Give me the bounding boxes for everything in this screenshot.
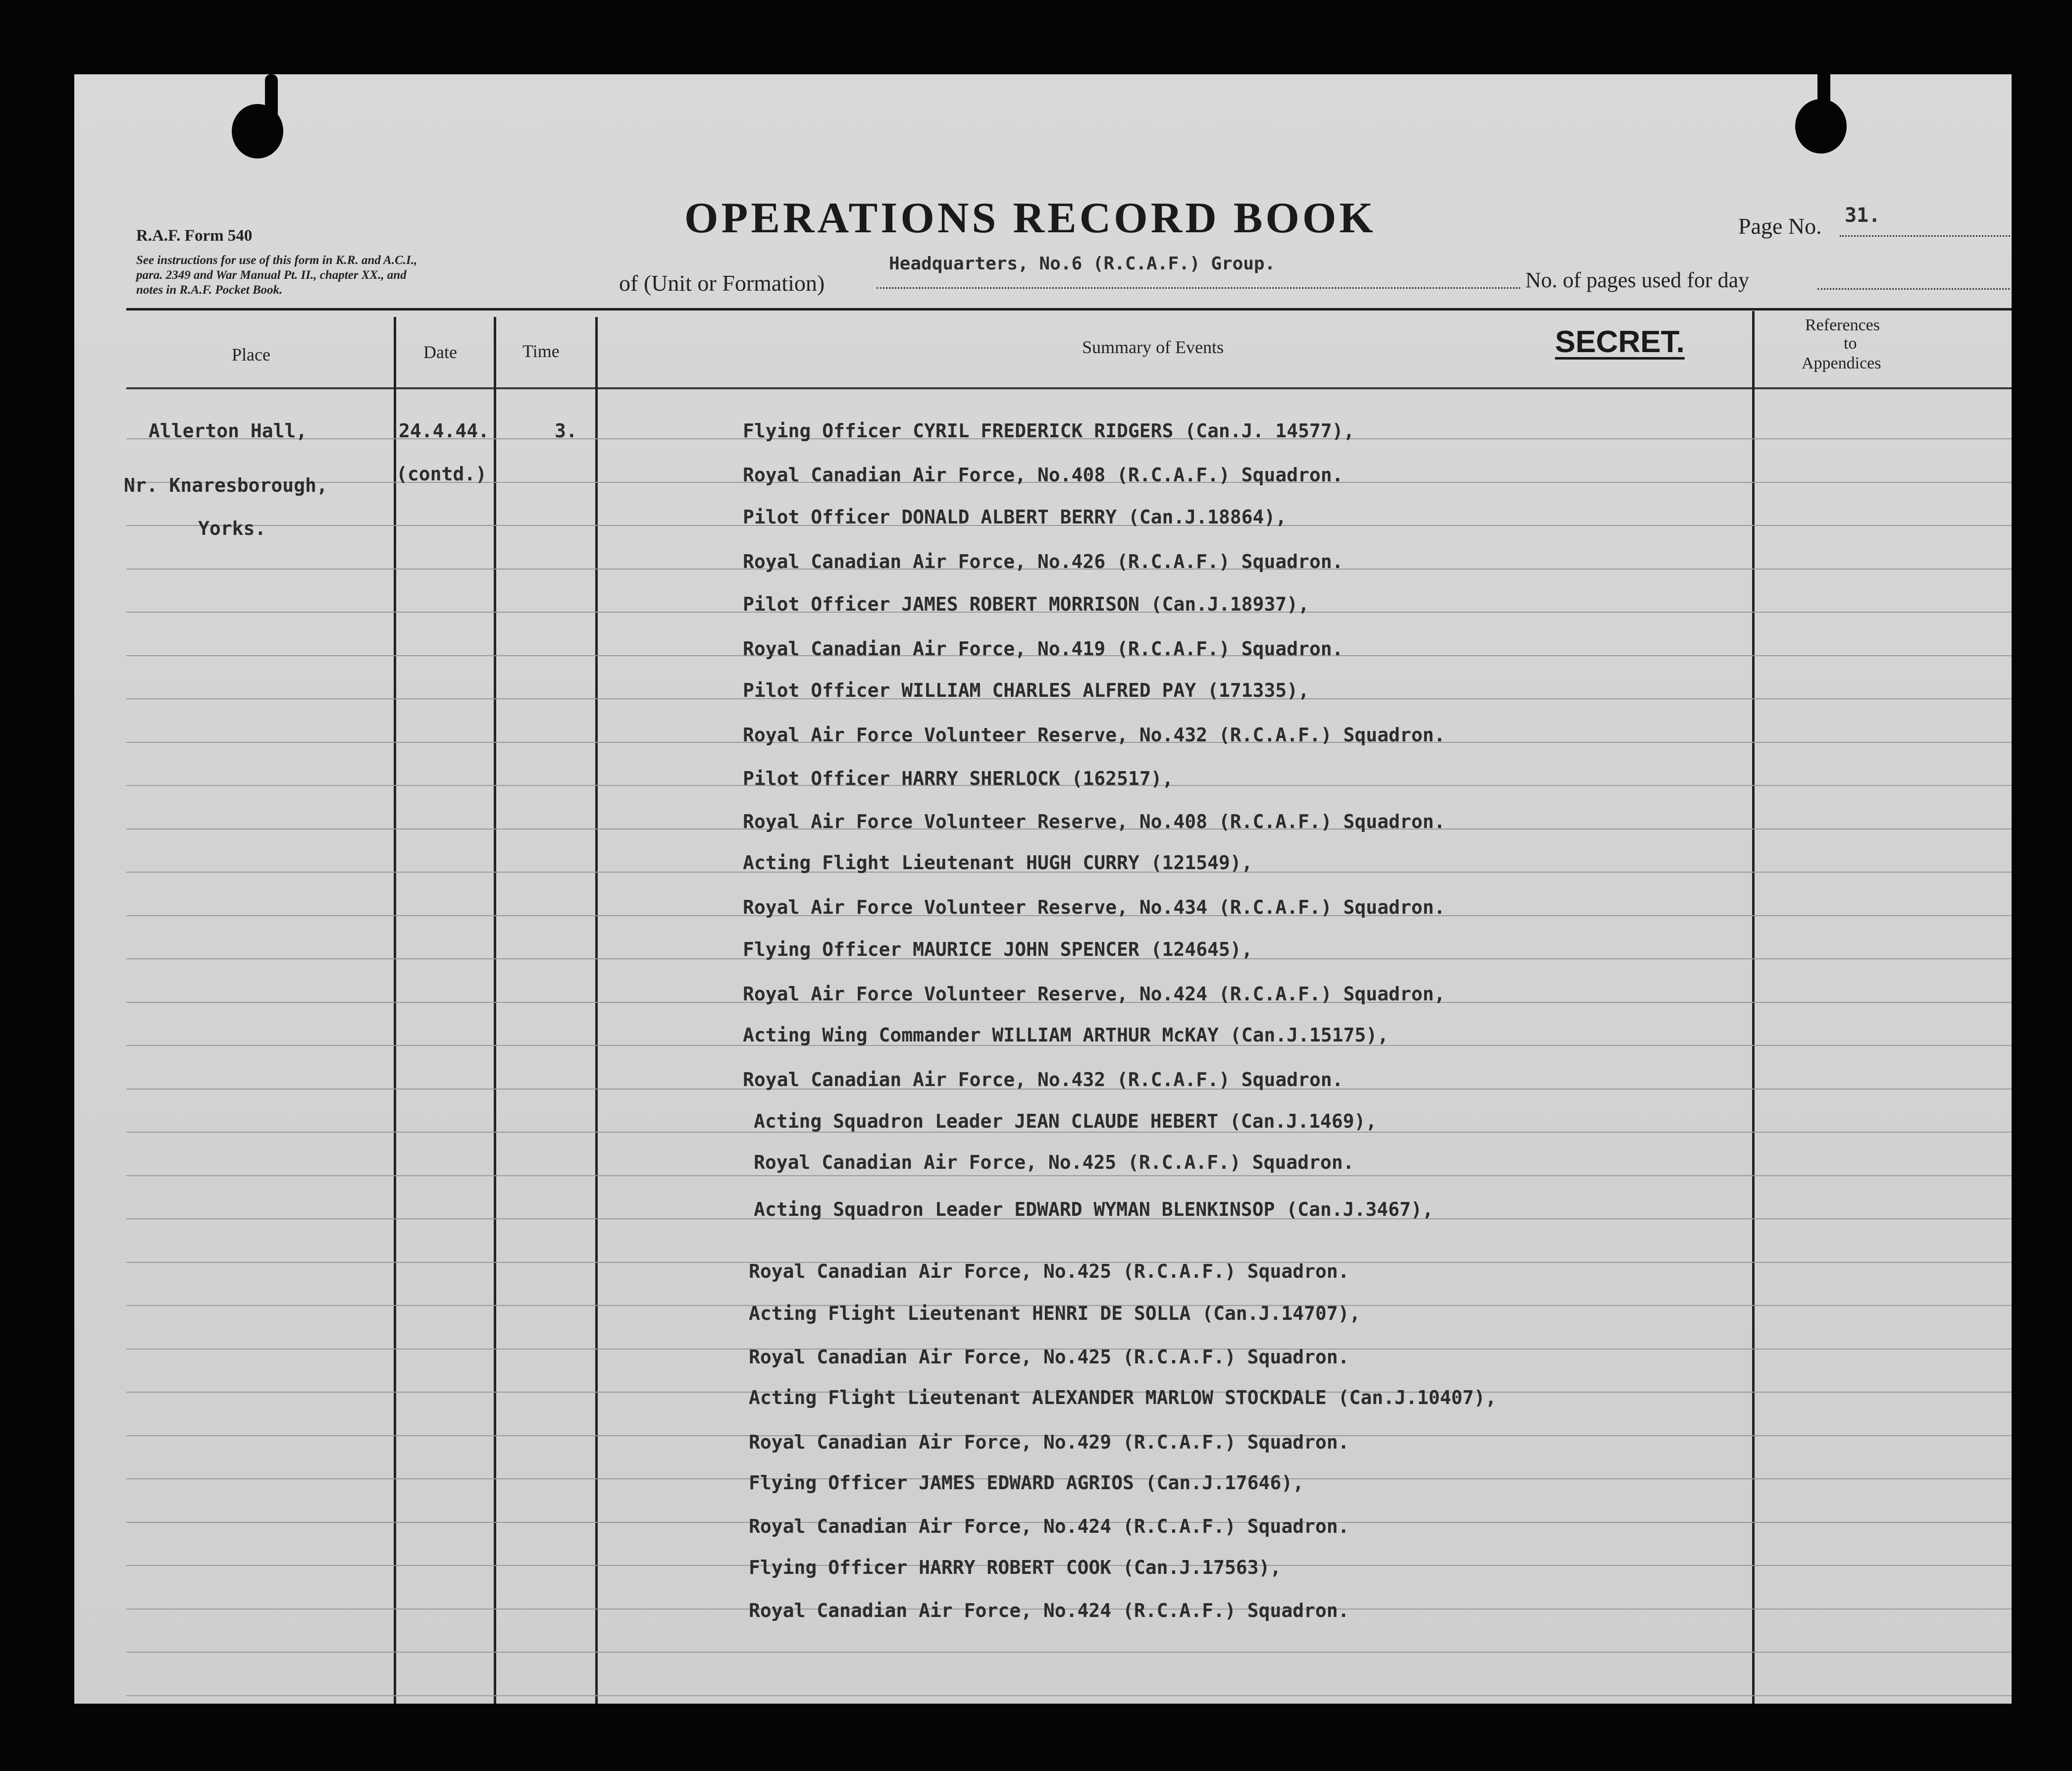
column-header-time: Time [522, 341, 560, 361]
event-entry: Royal Air Force Volunteer Reserve, No.434 (R.C.A.F.) Squadron. [743, 896, 1446, 918]
event-entry: Royal Canadian Air Force, No.425 (R.C.A.F.) Squadron. [749, 1260, 1349, 1282]
pages-used-label: No. of pages used for day [1525, 268, 1750, 292]
secret-stamp: SECRET. [1555, 325, 1685, 359]
column-header-place: Place [232, 345, 270, 365]
unit-value: Headquarters, No.6 (R.C.A.F.) Group. [889, 254, 1276, 274]
event-entry: Royal Canadian Air Force, No.426 (R.C.A.F.) Squadron. [743, 551, 1344, 573]
unit-label: of (Unit or Formation) [619, 270, 825, 296]
column-header-summary: Summary of Events [1082, 337, 1224, 357]
place-line-2: Nr. Knaresborough, [124, 474, 328, 496]
column-header-references-2: to [1844, 334, 1857, 353]
event-entry: Pilot Officer DONALD ALBERT BERRY (Can.J.18864), [743, 506, 1287, 528]
event-entry: Royal Canadian Air Force, No.424 (R.C.A.F.) Squadron. [749, 1515, 1349, 1537]
event-entry: Royal Air Force Volunteer Reserve, No.424 (R.C.A.F.) Squadron, [743, 983, 1446, 1005]
column-rule-summary-references [1752, 311, 1755, 1704]
event-entry: Royal Air Force Volunteer Reserve, No.432 (R.C.A.F.) Squadron. [743, 724, 1446, 746]
page-number-value: 31. [1845, 204, 1881, 227]
event-entry: Royal Air Force Volunteer Reserve, No.408 (R.C.A.F.) Squadron. [743, 811, 1446, 833]
column-header-references-1: References [1805, 316, 1880, 334]
unit-underline [877, 287, 1520, 289]
event-entry: Flying Officer HARRY ROBERT COOK (Can.J.17563), [749, 1557, 1282, 1578]
event-entry: Flying Officer MAURICE JOHN SPENCER (124645), [743, 938, 1253, 960]
event-entry: Flying Officer CYRIL FREDERICK RIDGERS (Can.J. 14577), [743, 420, 1355, 442]
event-entry: Royal Canadian Air Force, No.429 (R.C.A.F.) Squadron. [749, 1431, 1349, 1453]
column-header-date: Date [423, 342, 457, 362]
table-top-rule [126, 308, 2012, 311]
event-entry: Royal Canadian Air Force, No.425 (R.C.A.F.) Squadron. [754, 1151, 1354, 1173]
event-entry: Acting Flight Lieutenant HUGH CURRY (121549), [743, 852, 1253, 874]
event-entry: Acting Wing Commander WILLIAM ARTHUR McKAY (Can.J.15175), [743, 1024, 1389, 1046]
punch-hole-left [232, 104, 283, 158]
time-value: 3. [555, 420, 577, 442]
event-entry: Royal Canadian Air Force, No.424 (R.C.A.F.) Squadron. [749, 1600, 1349, 1621]
event-entry: Acting Flight Lieutenant HENRI DE SOLLA (Can.J.14707), [749, 1302, 1361, 1324]
ruled-line [126, 1652, 2012, 1653]
form-instructions-line-2: para. 2349 and War Manual Pt. II., chapter XX., and [136, 268, 407, 282]
date-value: 24.4.44. [399, 420, 490, 442]
event-entry: Acting Flight Lieutenant ALEXANDER MARLOW STOCKDALE (Can.J.10407), [749, 1387, 1497, 1408]
page-number-underline [1840, 235, 2012, 237]
header-bottom-rule [126, 387, 2012, 389]
form-instructions-line-1: See instructions for use of this form in K.R. and A.C.I., [136, 254, 417, 267]
event-entry: Acting Squadron Leader EDWARD WYMAN BLENKINSOP (Can.J.3467), [754, 1198, 1434, 1220]
ruled-line [126, 1695, 2012, 1696]
pages-used-underline [1817, 288, 2012, 290]
event-entry: Flying Officer JAMES EDWARD AGRIOS (Can.J.17646), [749, 1472, 1304, 1494]
form-number: R.A.F. Form 540 [136, 227, 253, 245]
form-sheet [74, 74, 2012, 1704]
place-line-1: Allerton Hall, [149, 420, 308, 442]
form-instructions-line-3: notes in R.A.F. Pocket Book. [136, 283, 283, 297]
date-contd: (contd.) [396, 463, 487, 485]
page-title: OPERATIONS RECORD BOOK [684, 194, 1376, 242]
column-header-references-3: Appendices [1802, 354, 1881, 372]
event-entry: Pilot Officer HARRY SHERLOCK (162517), [743, 768, 1174, 789]
punch-hole-right [1795, 99, 1847, 154]
event-entry: Royal Canadian Air Force, No.432 (R.C.A.F.) Squadron. [743, 1069, 1344, 1091]
event-entry: Royal Canadian Air Force, No.408 (R.C.A.F.) Squadron. [743, 464, 1344, 486]
event-entry: Royal Canadian Air Force, No.425 (R.C.A.F.) Squadron. [749, 1346, 1349, 1368]
event-entry: Pilot Officer JAMES ROBERT MORRISON (Can.J.18937), [743, 593, 1309, 615]
event-entry: Pilot Officer WILLIAM CHARLES ALFRED PAY (171335), [743, 679, 1309, 701]
event-entry: Royal Canadian Air Force, No.419 (R.C.A.F.) Squadron. [743, 638, 1344, 660]
event-entry: Acting Squadron Leader JEAN CLAUDE HEBERT (Can.J.1469), [754, 1110, 1377, 1132]
ruled-line [126, 1175, 2012, 1176]
page-number-label: Page No. [1738, 213, 1822, 239]
place-line-3: Yorks. [198, 518, 266, 539]
